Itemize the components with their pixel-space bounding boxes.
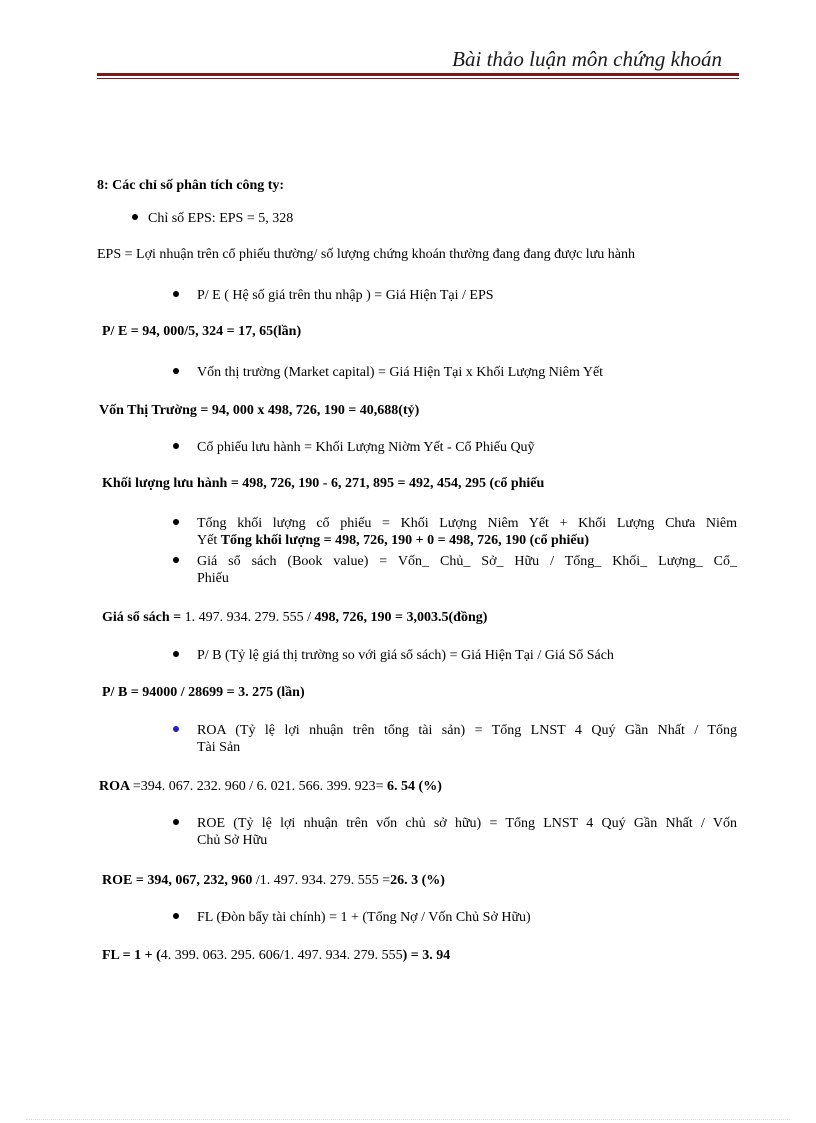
fl-result bbox=[102, 947, 450, 964]
total-volume-line2 bbox=[197, 532, 737, 549]
bullet-icon bbox=[173, 519, 179, 525]
bullet-icon bbox=[173, 368, 179, 374]
header-title: Bài thảo luận môn chứng khoán bbox=[452, 47, 722, 71]
bullet-icon bbox=[173, 913, 179, 919]
pe-bullet: P/ E ( Hệ số giá trên thu nhập ) = Giá Hiện Tại / EPS bbox=[197, 288, 494, 303]
book-value-line1: Giá sổ sách (Book value) = Vốn_ Chủ_ Sở_ Hữu / Tổng_ Khối_ Lượng_ Cổ_ bbox=[197, 554, 737, 569]
roa-result-bold: 6. 54 (%) bbox=[387, 779, 442, 794]
roe-bullet bbox=[197, 815, 737, 849]
market-cap-result: Vốn Thị Trường = 94, 000 x 498, 726, 190 = 40,688(tỷ) bbox=[99, 403, 420, 418]
bullet-icon bbox=[173, 651, 179, 657]
bullet-icon bbox=[173, 291, 179, 297]
book-value-line2: Phiếu bbox=[197, 571, 229, 586]
bullet-icon bbox=[173, 557, 179, 563]
footer-divider bbox=[26, 1119, 790, 1120]
market-cap-bullet: Vốn thị trường (Market capital) = Giá Hiện Tại x Khối Lượng Niêm Yết bbox=[197, 365, 604, 380]
total-volume-line1: Tổng khối lượng cổ phiếu = Khối Lượng Niêm Yết + Khối Lượng Chưa Niêm bbox=[197, 516, 737, 531]
fl-bullet: FL (Đòn bẩy tài chính) = 1 + (Tổng Nợ / Vốn Chủ Sở Hữu) bbox=[197, 910, 531, 925]
pb-bullet: P/ B (Tỷ lệ giá thị trường so với giá sổ sách) = Giá Hiện Tại / Giá Sổ Sách bbox=[197, 648, 614, 663]
pe-result: P/ E = 94, 000/5, 324 = 17, 65(lần) bbox=[102, 324, 302, 339]
fl-result-plain: 4. 399. 063. 295. 606/1. 497. 934. 279. 555 bbox=[160, 948, 403, 963]
roe-result-bold2: 26. 3 (%) bbox=[390, 873, 445, 888]
bullet-icon bbox=[173, 819, 179, 825]
fl-result-bold2: ) = 3. 94 bbox=[402, 948, 451, 963]
header-rule-thin bbox=[97, 78, 739, 79]
book-value-result-label: Giá sổ sách = bbox=[102, 610, 185, 625]
roe-result-plain: /1. 497. 934. 279. 555 = bbox=[255, 873, 391, 888]
book-value-result-bold: 498, 726, 190 = 3,003.5(đồng) bbox=[314, 610, 488, 625]
total-volume-bullet bbox=[197, 515, 737, 549]
total-volume-line2-bold: Tổng khối lượng = 498, 726, 190 + 0 = 498, 726, 190 (cổ phiếu) bbox=[220, 533, 590, 548]
header-rule-thick bbox=[97, 73, 739, 76]
eps-definition: EPS = Lợi nhuận trên cổ phiếu thường/ số lượng chứng khoán thường đang đang được lưu hành bbox=[97, 247, 635, 262]
roe-result bbox=[102, 872, 445, 889]
bullet-icon bbox=[173, 726, 179, 732]
book-value-result-plain: 1. 497. 934. 279. 555 / bbox=[184, 610, 315, 625]
book-value-bullet bbox=[197, 553, 737, 587]
section-heading: 8: Các chỉ số phân tích công ty: bbox=[97, 178, 285, 193]
outstanding-bullet: Cổ phiếu lưu hành = Khối Lượng Niờm Yết - Cổ Phiếu Quỹ bbox=[197, 440, 535, 455]
bullet-icon bbox=[132, 214, 138, 220]
pb-result: P/ B = 94000 / 28699 = 3. 275 (lần) bbox=[102, 685, 305, 700]
roa-result bbox=[99, 778, 442, 795]
roe-line2: Chủ Sở Hữu bbox=[197, 833, 268, 848]
roa-result-plain: =394. 067. 232. 960 / 6. 021. 566. 399. 923= bbox=[132, 779, 388, 794]
roa-result-label: ROA bbox=[99, 779, 133, 794]
outstanding-result: Khối lượng lưu hành = 498, 726, 190 - 6, 271, 895 = 492, 454, 295 (cổ phiếu bbox=[102, 476, 545, 491]
book-value-result bbox=[102, 609, 487, 626]
fl-result-bold1: FL = 1 + ( bbox=[102, 948, 161, 963]
total-volume-line2-plain: Yết bbox=[197, 533, 221, 548]
roa-line2: Tài Sản bbox=[197, 740, 241, 755]
roe-line1: ROE (Tỷ lệ lợi nhuận trên vốn chủ sở hữu) = Tổng LNST 4 Quý Gần Nhất / Vốn bbox=[197, 816, 737, 831]
roe-result-bold1: ROE = 394, 067, 232, 960 bbox=[102, 873, 256, 888]
roa-line1: ROA (Tỷ lệ lợi nhuận trên tổng tài sản) = Tổng LNST 4 Quý Gần Nhất / Tổng bbox=[197, 723, 737, 738]
roa-bullet bbox=[197, 722, 737, 756]
eps-bullet: Chỉ số EPS: EPS = 5, 328 bbox=[148, 211, 294, 226]
bullet-icon bbox=[173, 443, 179, 449]
